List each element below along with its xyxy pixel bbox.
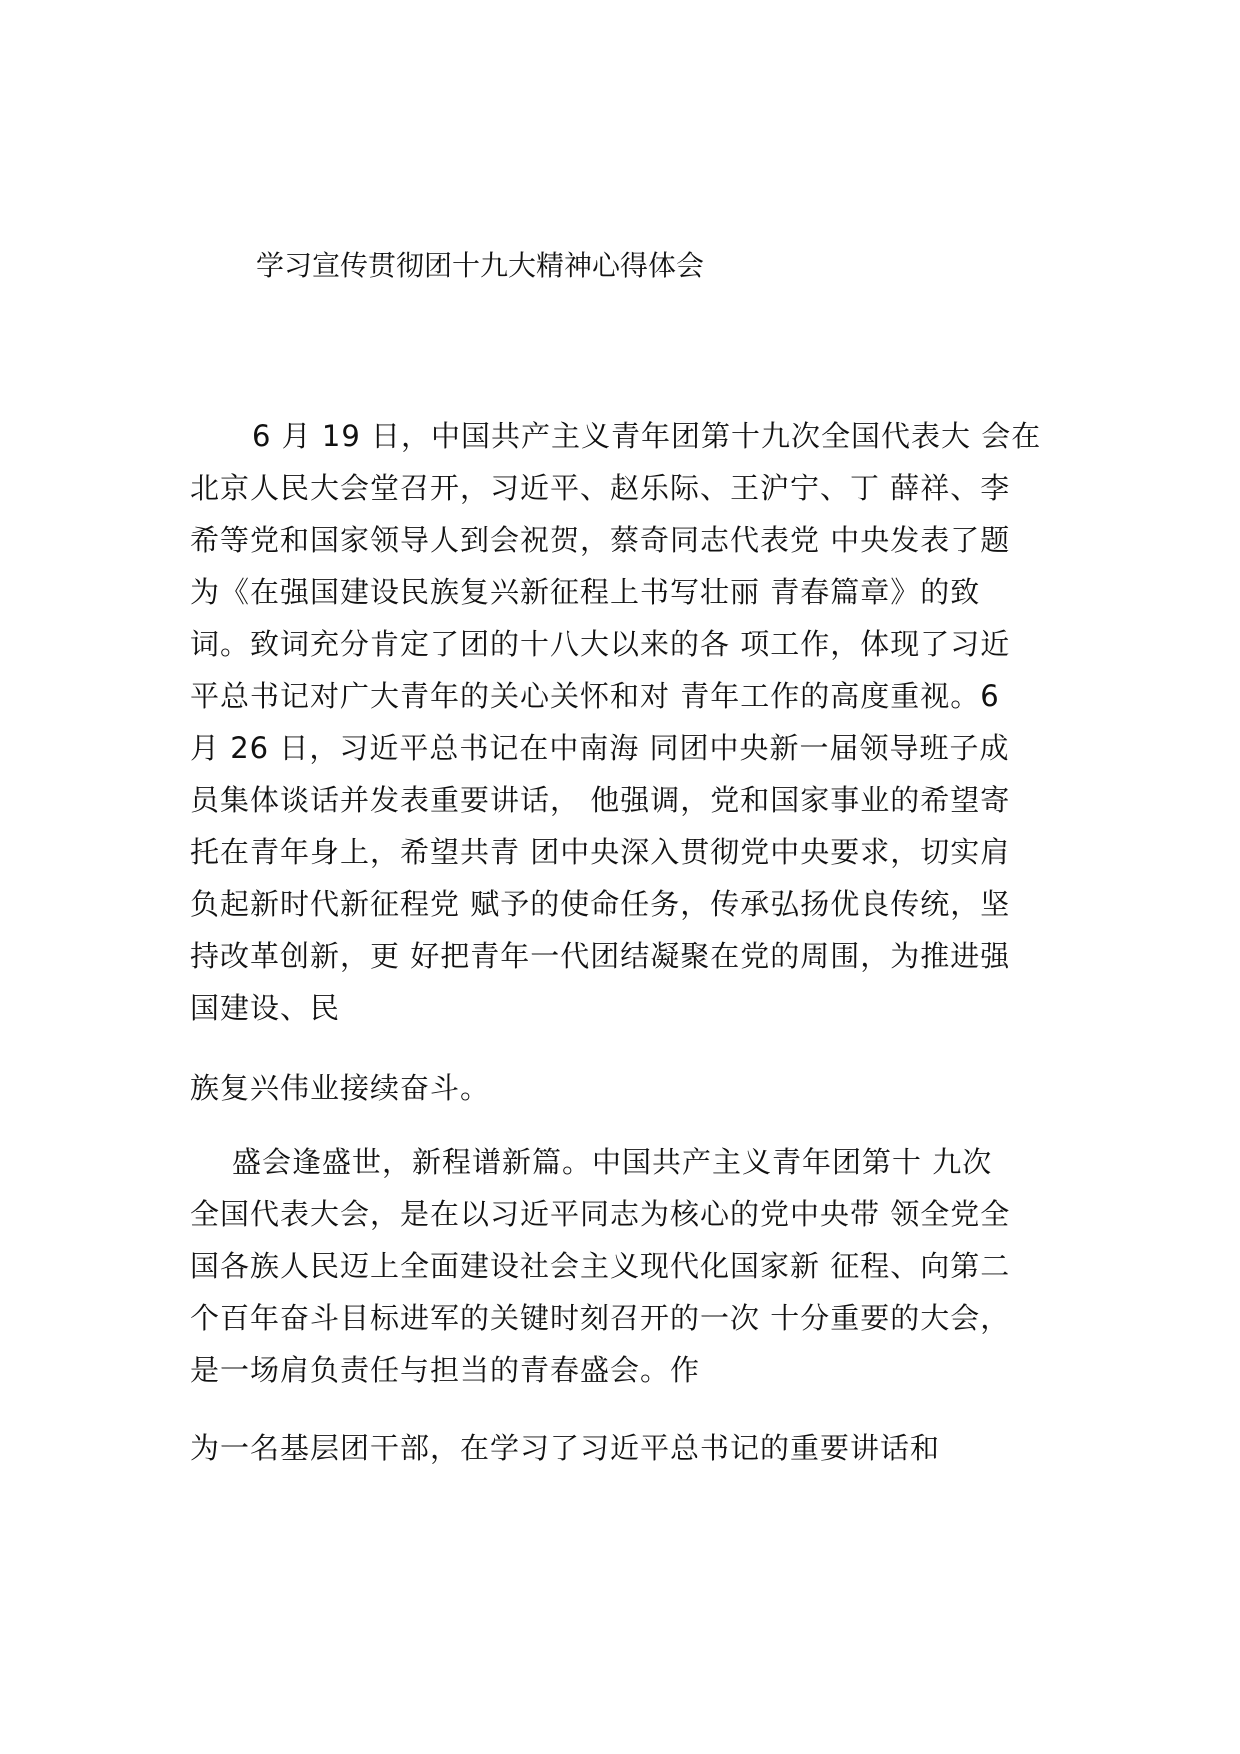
paragraph-line: 个百年奋斗目标进军的关键时刻召开的一次 十分重要的大会， [190, 1301, 1011, 1335]
paragraph-line: 为《在强国建设民族复兴新征程上书写壮丽 青春篇章》的致 [190, 575, 981, 609]
paragraph-line: 北京人民大会堂召开，习近平、赵乐际、王沪宁、丁 薛祥、李 [190, 471, 1011, 505]
paragraph-line: 为一名基层团干部，在学习了习近平总书记的重要讲话和 [190, 1431, 941, 1465]
paragraph-line: 托在青年身上，希望共青 团中央深入贯彻党中央要求，切实肩 [190, 835, 1011, 869]
paragraph-line: 是一场肩负责任与担当的青春盛会。作 [190, 1353, 701, 1387]
paragraph-line: 6 月 19 日，中国共产主义青年团第十九次全国代表大 会在 [252, 419, 1042, 453]
paragraph-line: 词。致词充分肯定了团的十八大以来的各 项工作，体现了习近 [190, 627, 1011, 661]
paragraph-line: 国建设、民 [190, 991, 341, 1025]
document-title: 学习宣传贯彻团十九大精神心得体会 [256, 249, 705, 282]
paragraph-line: 族复兴伟业接续奋斗。 [190, 1071, 491, 1105]
paragraph-line: 负起新时代新征程党 赋予的使命任务，传承弘扬优良传统，坚 [190, 887, 1011, 921]
paragraph-line: 国各族人民迈上全面建设社会主义现代化国家新 征程、向第二 [190, 1249, 1011, 1283]
paragraph-line: 持改革创新，更 好把青年一代团结凝聚在党的周围，为推进强 [190, 939, 1011, 973]
paragraph-line: 月 26 日，习近平总书记在中南海 同团中央新一届领导班子成 [190, 731, 1010, 765]
paragraph-line: 平总书记对广大青年的关心关怀和对 青年工作的高度重视。6 [190, 679, 1000, 713]
paragraph-line: 希等党和国家领导人到会祝贺，蔡奇同志代表党 中央发表了题 [190, 523, 1011, 557]
paragraph-line: 员集体谈话并发表重要讲话， 他强调，党和国家事业的希望寄 [190, 783, 1011, 817]
paragraph-line: 全国代表大会，是在以习近平同志为核心的党中央带 领全党全 [190, 1197, 1011, 1231]
paragraph-line: 盛会逢盛世，新程谱新篇。中国共产主义青年团第十 九次 [232, 1145, 993, 1179]
